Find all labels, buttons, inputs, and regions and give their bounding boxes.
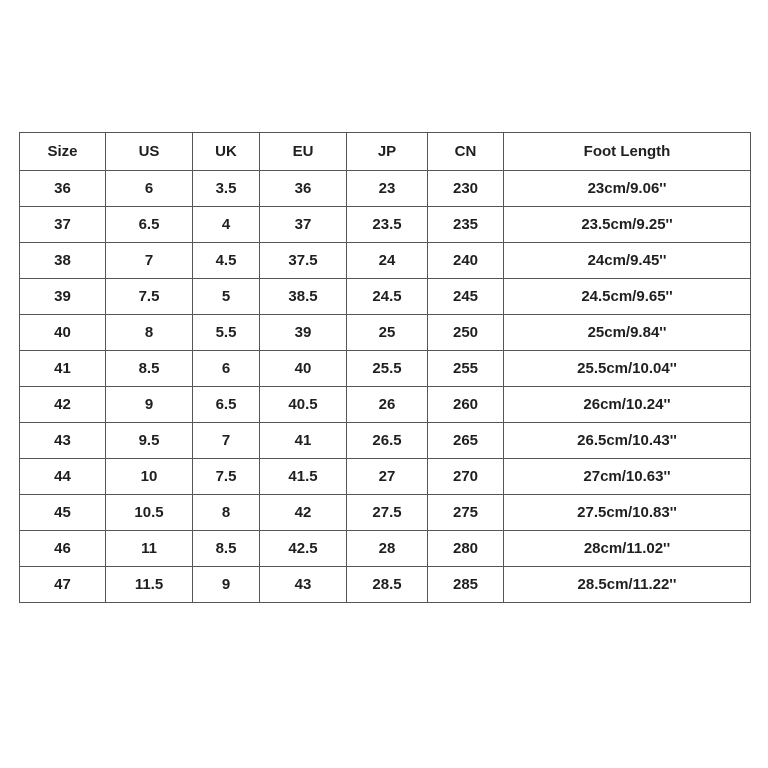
header-row — [20, 133, 751, 171]
cell-us: 7.5 — [106, 279, 193, 315]
cell-uk: 4 — [193, 207, 260, 243]
cell-uk: 4.5 — [193, 243, 260, 279]
cell-uk: 8 — [193, 495, 260, 531]
cell-cn: 250 — [428, 315, 504, 351]
cell-eu: 43 — [260, 567, 347, 603]
cell-eu: 42 — [260, 495, 347, 531]
cell-jp: 24.5 — [347, 279, 428, 315]
size-chart-header — [20, 133, 751, 171]
table-row — [20, 279, 751, 315]
cell-foot-length: 25.5cm/10.04'' — [504, 351, 751, 387]
cell-jp: 25.5 — [347, 351, 428, 387]
cell-size: 36 — [20, 171, 106, 207]
cell-jp: 25 — [347, 315, 428, 351]
cell-cn: 260 — [428, 387, 504, 423]
size-chart-table — [19, 132, 751, 603]
cell-uk: 5 — [193, 279, 260, 315]
cell-eu: 39 — [260, 315, 347, 351]
table-row — [20, 567, 751, 603]
cell-us: 9 — [106, 387, 193, 423]
cell-size: 41 — [20, 351, 106, 387]
table-row — [20, 351, 751, 387]
cell-size: 43 — [20, 423, 106, 459]
cell-us: 8 — [106, 315, 193, 351]
header-foot-length: Foot Length — [504, 133, 751, 171]
cell-uk: 6 — [193, 351, 260, 387]
cell-uk: 7 — [193, 423, 260, 459]
cell-cn: 245 — [428, 279, 504, 315]
cell-size: 39 — [20, 279, 106, 315]
header-size: Size — [20, 133, 106, 171]
cell-foot-length: 28.5cm/11.22'' — [504, 567, 751, 603]
table-row — [20, 531, 751, 567]
table-row — [20, 315, 751, 351]
cell-us: 9.5 — [106, 423, 193, 459]
cell-jp: 27.5 — [347, 495, 428, 531]
cell-size: 46 — [20, 531, 106, 567]
cell-us: 10 — [106, 459, 193, 495]
cell-cn: 270 — [428, 459, 504, 495]
cell-cn: 280 — [428, 531, 504, 567]
cell-eu: 36 — [260, 171, 347, 207]
header-jp: JP — [347, 133, 428, 171]
header-cn: CN — [428, 133, 504, 171]
cell-uk: 9 — [193, 567, 260, 603]
cell-jp: 28 — [347, 531, 428, 567]
table-row — [20, 171, 751, 207]
table-row — [20, 495, 751, 531]
cell-size: 45 — [20, 495, 106, 531]
cell-size: 42 — [20, 387, 106, 423]
table-row — [20, 423, 751, 459]
cell-cn: 255 — [428, 351, 504, 387]
cell-eu: 41 — [260, 423, 347, 459]
cell-us: 10.5 — [106, 495, 193, 531]
cell-foot-length: 26.5cm/10.43'' — [504, 423, 751, 459]
cell-eu: 37 — [260, 207, 347, 243]
cell-jp: 26.5 — [347, 423, 428, 459]
cell-us: 7 — [106, 243, 193, 279]
cell-us: 8.5 — [106, 351, 193, 387]
cell-size: 40 — [20, 315, 106, 351]
cell-cn: 265 — [428, 423, 504, 459]
cell-uk: 7.5 — [193, 459, 260, 495]
cell-jp: 28.5 — [347, 567, 428, 603]
cell-size: 38 — [20, 243, 106, 279]
cell-us: 6 — [106, 171, 193, 207]
size-chart-body — [20, 171, 751, 603]
cell-eu: 37.5 — [260, 243, 347, 279]
cell-foot-length: 28cm/11.02'' — [504, 531, 751, 567]
cell-jp: 26 — [347, 387, 428, 423]
cell-size: 47 — [20, 567, 106, 603]
cell-foot-length: 24.5cm/9.65'' — [504, 279, 751, 315]
cell-foot-length: 27cm/10.63'' — [504, 459, 751, 495]
cell-cn: 275 — [428, 495, 504, 531]
header-uk: UK — [193, 133, 260, 171]
cell-cn: 230 — [428, 171, 504, 207]
cell-foot-length: 23cm/9.06'' — [504, 171, 751, 207]
cell-uk: 5.5 — [193, 315, 260, 351]
cell-foot-length: 25cm/9.84'' — [504, 315, 751, 351]
cell-size: 37 — [20, 207, 106, 243]
cell-eu: 42.5 — [260, 531, 347, 567]
cell-foot-length: 24cm/9.45'' — [504, 243, 751, 279]
cell-foot-length: 26cm/10.24'' — [504, 387, 751, 423]
cell-eu: 40.5 — [260, 387, 347, 423]
cell-cn: 240 — [428, 243, 504, 279]
cell-jp: 23.5 — [347, 207, 428, 243]
header-us: US — [106, 133, 193, 171]
cell-cn: 285 — [428, 567, 504, 603]
cell-jp: 23 — [347, 171, 428, 207]
table-row — [20, 459, 751, 495]
cell-size: 44 — [20, 459, 106, 495]
table-row — [20, 243, 751, 279]
cell-jp: 24 — [347, 243, 428, 279]
cell-uk: 6.5 — [193, 387, 260, 423]
cell-foot-length: 23.5cm/9.25'' — [504, 207, 751, 243]
table-row — [20, 207, 751, 243]
cell-eu: 41.5 — [260, 459, 347, 495]
cell-cn: 235 — [428, 207, 504, 243]
cell-us: 11 — [106, 531, 193, 567]
cell-us: 6.5 — [106, 207, 193, 243]
cell-eu: 40 — [260, 351, 347, 387]
cell-foot-length: 27.5cm/10.83'' — [504, 495, 751, 531]
cell-eu: 38.5 — [260, 279, 347, 315]
cell-us: 11.5 — [106, 567, 193, 603]
header-eu: EU — [260, 133, 347, 171]
table-row — [20, 387, 751, 423]
cell-jp: 27 — [347, 459, 428, 495]
cell-uk: 8.5 — [193, 531, 260, 567]
cell-uk: 3.5 — [193, 171, 260, 207]
